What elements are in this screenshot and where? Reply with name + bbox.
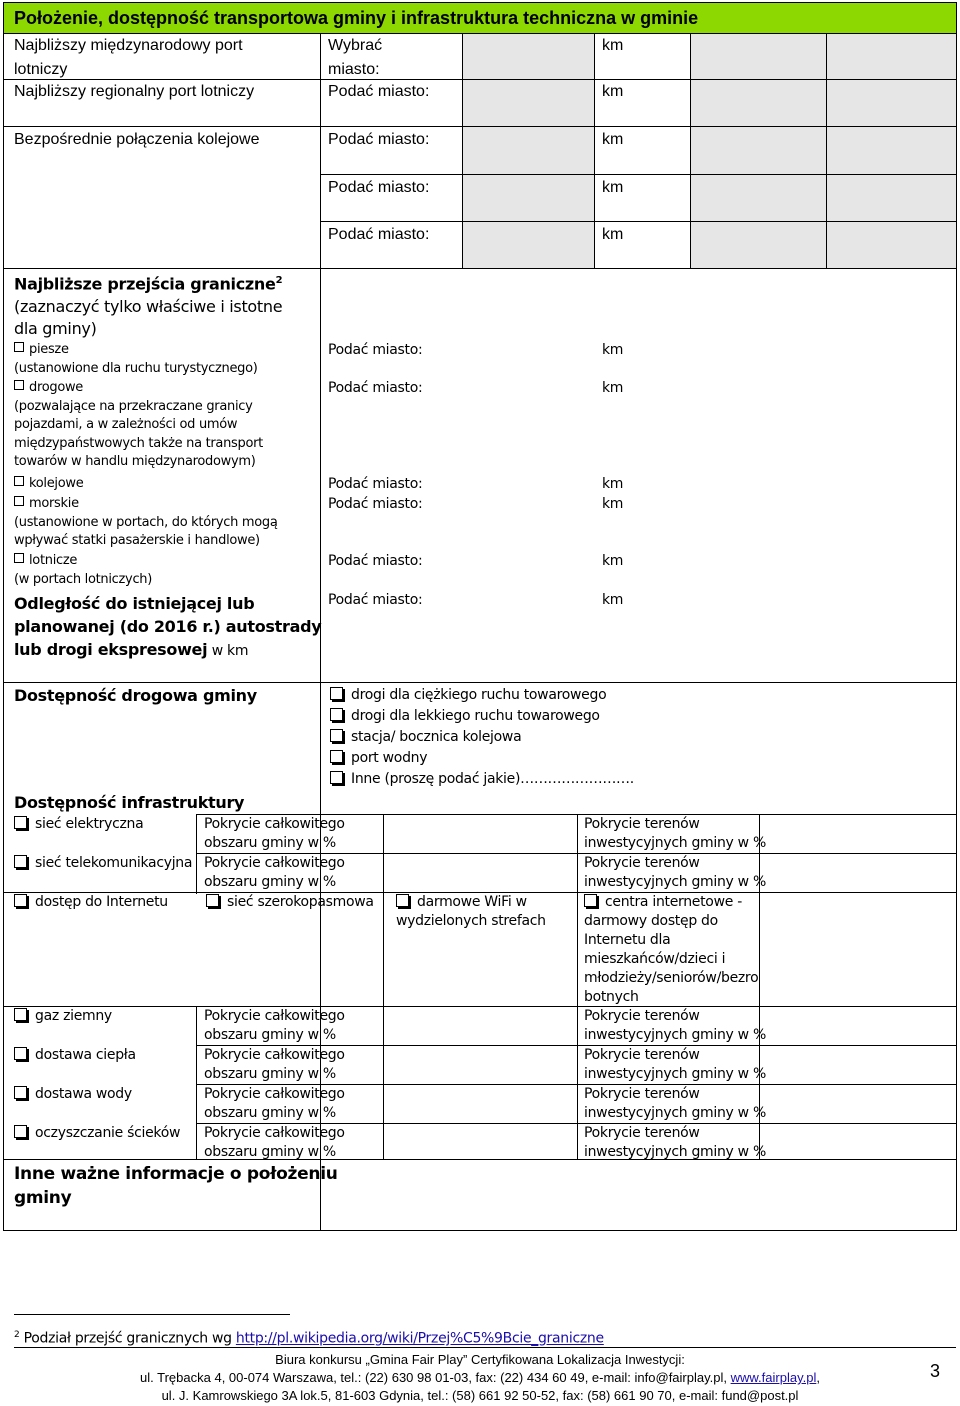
checkbox-icon[interactable]: [14, 894, 27, 907]
frame-bottom: [3, 1230, 957, 1231]
coverage-total: Pokrycie całkowitego obszaru gminy w %: [204, 1125, 345, 1160]
section-title: Położenie, dostępność transportowa gminy i infrastruktura techniczna w gminie: [14, 8, 699, 28]
coverage-invest: Pokrycie terenów inwestycyjnych gminy w %: [584, 1008, 766, 1043]
checkbox-icon[interactable]: [330, 771, 343, 784]
checkbox-icon[interactable]: [14, 380, 24, 390]
airport-intl-city[interactable]: Wybrać miasto:: [328, 37, 383, 78]
road-access-heading: Dostępność drogowa gminy: [14, 686, 257, 705]
border-city[interactable]: Podać miasto:: [328, 342, 423, 358]
coverage-total: Pokrycie całkowitego obszaru gminy w %: [204, 855, 345, 890]
grid-line: [383, 814, 384, 1160]
footer-link[interactable]: www.fairplay.pl: [730, 1370, 817, 1385]
footnote: $^2$ Podział przejść granicznych wg http://pl.wikipedia.org/wiki/Przej%C5%9Bcie_graniczne: [14, 1330, 604, 1347]
motorway-label: Odległość do istniejącej lub planowanej (do 2016 r.) autostrady lub drogi ekspresowej w km: [14, 594, 322, 659]
checkbox-icon[interactable]: [330, 708, 343, 721]
border-note: (zaznaczyć tylko właściwe i istotne dla gminy): [14, 297, 283, 338]
border-city[interactable]: Podać miasto:: [328, 496, 423, 512]
checkbox-icon[interactable]: [14, 1008, 27, 1021]
utility-gas[interactable]: gaz ziemny: [14, 1007, 112, 1026]
checkbox-icon[interactable]: [396, 894, 409, 907]
frame-top: [3, 2, 957, 3]
utility-heat[interactable]: dostawa ciepła: [14, 1046, 136, 1065]
checkbox-icon[interactable]: [330, 729, 343, 742]
border-item-pedestrian[interactable]: piesze (ustanowione dla ruchu turystycznego): [14, 342, 258, 376]
checkbox-icon[interactable]: [14, 1086, 27, 1099]
border-item-rail[interactable]: kolejowe: [14, 475, 83, 494]
input-cell[interactable]: [691, 175, 826, 221]
coverage-total: Pokrycie całkowitego obszaru gminy w %: [204, 816, 345, 851]
row-line: [3, 268, 957, 269]
internet-broadband[interactable]: sieć szerokopasmowa: [206, 893, 374, 912]
rail-unit-3: km: [602, 226, 624, 243]
checkbox-icon[interactable]: [14, 1125, 27, 1138]
rail-city[interactable]: Podać miasto:: [328, 131, 430, 148]
grid-line: [577, 814, 578, 1160]
road-option[interactable]: Inne (proszę podać jakie)…………………….: [330, 769, 634, 790]
border-unit: km: [602, 342, 624, 358]
checkbox-icon[interactable]: [584, 894, 597, 907]
border-unit: km: [602, 476, 624, 492]
other-info-field[interactable]: [321, 1160, 956, 1230]
checkbox-icon[interactable]: [14, 342, 24, 352]
footnote-separator: [14, 1314, 290, 1315]
road-option[interactable]: port wodny: [330, 748, 634, 769]
motorway-unit: km: [602, 592, 624, 608]
border-heading-text: Najbliższe przejścia graniczne: [14, 274, 276, 294]
border-item-road[interactable]: drogowe (pozwalające na przekraczane granicy pojazdami, a w zależności od umów międzypaństwowych także na transport towarów w handlu międzynarodowym): [14, 380, 263, 469]
footnote-ref: 2: [275, 275, 283, 286]
input-cell[interactable]: [827, 80, 956, 126]
frame-left: [3, 2, 4, 1231]
border-item-air[interactable]: lotnicze (w portach lotniczych): [14, 553, 153, 587]
border-city[interactable]: Podać miasto:: [328, 380, 423, 396]
input-cell[interactable]: [827, 222, 956, 268]
checkbox-icon[interactable]: [14, 816, 27, 829]
checkbox-icon[interactable]: [14, 496, 24, 506]
input-cell[interactable]: [691, 34, 826, 79]
border-city[interactable]: Podać miasto:: [328, 476, 423, 492]
input-cell[interactable]: [691, 80, 826, 126]
rail-unit: km: [602, 131, 624, 148]
rail-label: Bezpośrednie połączenia kolejowe: [14, 131, 260, 148]
coverage-invest: Pokrycie terenów inwestycyjnych gminy w %: [584, 1086, 766, 1121]
airport-intl-unit: km: [602, 37, 624, 54]
checkbox-icon[interactable]: [330, 750, 343, 763]
input-cell[interactable]: [463, 175, 594, 221]
input-cell[interactable]: [691, 127, 826, 174]
border-item-sea[interactable]: morskie (ustanowione w portach, do których mogą wpływać statki pasażerskie i handlowe): [14, 496, 278, 548]
road-option[interactable]: drogi dla lekkiego ruchu towarowego: [330, 706, 634, 727]
rail-unit-2: km: [602, 179, 624, 196]
internet-wifi[interactable]: darmowe WiFi w wydzielonych strefach: [396, 894, 546, 929]
airport-reg-unit: km: [602, 83, 624, 100]
frame-right: [956, 2, 957, 1231]
col-line: [594, 33, 595, 269]
page-number: 3: [930, 1361, 941, 1381]
grid-line: [3, 1006, 957, 1007]
airport-intl-label: Najbliższy międzynarodowy port lotniczy: [14, 37, 243, 78]
checkbox-icon[interactable]: [14, 1047, 27, 1060]
border-unit: km: [602, 496, 624, 512]
input-cell[interactable]: [463, 80, 594, 126]
footer: Biura konkursu „Gmina Fair Play” Certyfikowana Lokalizacja Inwestycji: ul. Trębacka 4, 00-074 Warszawa, tel.: (22) 630 98 01-03, fax: (22) 434 60 49, e-mail: info@fairplay.pl, www.fairplay.pl, ul. J. Kamrowskiego 3A lok.5, 81-603 Gdynia, tel.: (58) 661 92 50-52, fax: (58) 661 90 70, e-mail: fund@post.pl: [140, 1352, 820, 1403]
footer-separator: [14, 1347, 956, 1348]
coverage-invest: Pokrycie terenów inwestycyjnych gminy w %: [584, 816, 766, 851]
road-option[interactable]: drogi dla ciężkiego ruchu towarowego: [330, 685, 634, 706]
airport-reg-label: Najbliższy regionalny port lotniczy: [14, 83, 255, 100]
grid-line: [196, 814, 197, 894]
checkbox-icon[interactable]: [330, 687, 343, 700]
border-unit: km: [602, 553, 624, 569]
input-cell[interactable]: [827, 34, 956, 79]
coverage-total: Pokrycie całkowitego obszaru gminy w %: [204, 1008, 345, 1043]
input-cell[interactable]: [463, 34, 594, 79]
motorway-city[interactable]: Podać miasto:: [328, 592, 423, 608]
infrastructure-heading: Dostępność infrastruktury: [14, 793, 245, 812]
utility-telecom[interactable]: sieć telekomunikacyjna: [14, 854, 192, 873]
coverage-invest: Pokrycie terenów inwestycyjnych gminy w %: [584, 855, 766, 890]
coverage-total: Pokrycie całkowitego obszaru gminy w %: [204, 1086, 345, 1121]
border-unit: km: [602, 380, 624, 396]
checkbox-icon[interactable]: [14, 476, 24, 486]
checkbox-icon[interactable]: [206, 894, 219, 907]
input-cell[interactable]: [691, 222, 826, 268]
checkbox-icon[interactable]: [14, 855, 27, 868]
utility-electricity[interactable]: sieć elektryczna: [14, 815, 143, 834]
road-option[interactable]: stacja/ bocznica kolejowa: [330, 727, 634, 748]
utility-sewage[interactable]: oczyszczanie ścieków: [14, 1124, 180, 1143]
input-cell[interactable]: [827, 127, 956, 174]
airport-reg-city[interactable]: Podać miasto:: [328, 83, 430, 100]
checkbox-icon[interactable]: [14, 553, 24, 563]
input-cell[interactable]: [463, 127, 594, 174]
input-cell[interactable]: [827, 175, 956, 221]
row-line: [3, 682, 957, 683]
road-access-options: [330, 685, 634, 790]
footnote-link[interactable]: http://pl.wikipedia.org/wiki/Przej%C5%9Bcie_graniczne: [235, 1330, 604, 1347]
other-info-label: Inne ważne informacje o położeniu gminy: [14, 1164, 338, 1208]
internet-centres[interactable]: centra internetowe - darmowy dostęp do Internetu dla mieszkańców/dzieci i młodzieży/seniorów/bezro botnych: [584, 894, 759, 1005]
coverage-total: Pokrycie całkowitego obszaru gminy w %: [204, 1047, 345, 1082]
border-city[interactable]: Podać miasto:: [328, 553, 423, 569]
coverage-invest: Pokrycie terenów inwestycyjnych gminy w %: [584, 1125, 766, 1160]
utility-internet[interactable]: dostęp do Internetu: [14, 893, 168, 912]
border-heading: [14, 272, 282, 295]
coverage-invest: Pokrycie terenów inwestycyjnych gminy w %: [584, 1047, 766, 1082]
grid-line: [196, 1006, 197, 1160]
utility-water[interactable]: dostawa wody: [14, 1085, 132, 1104]
rail-city-2[interactable]: Podać miasto:: [328, 179, 430, 196]
input-cell[interactable]: [463, 222, 594, 268]
rail-city-3[interactable]: Podać miasto:: [328, 226, 430, 243]
